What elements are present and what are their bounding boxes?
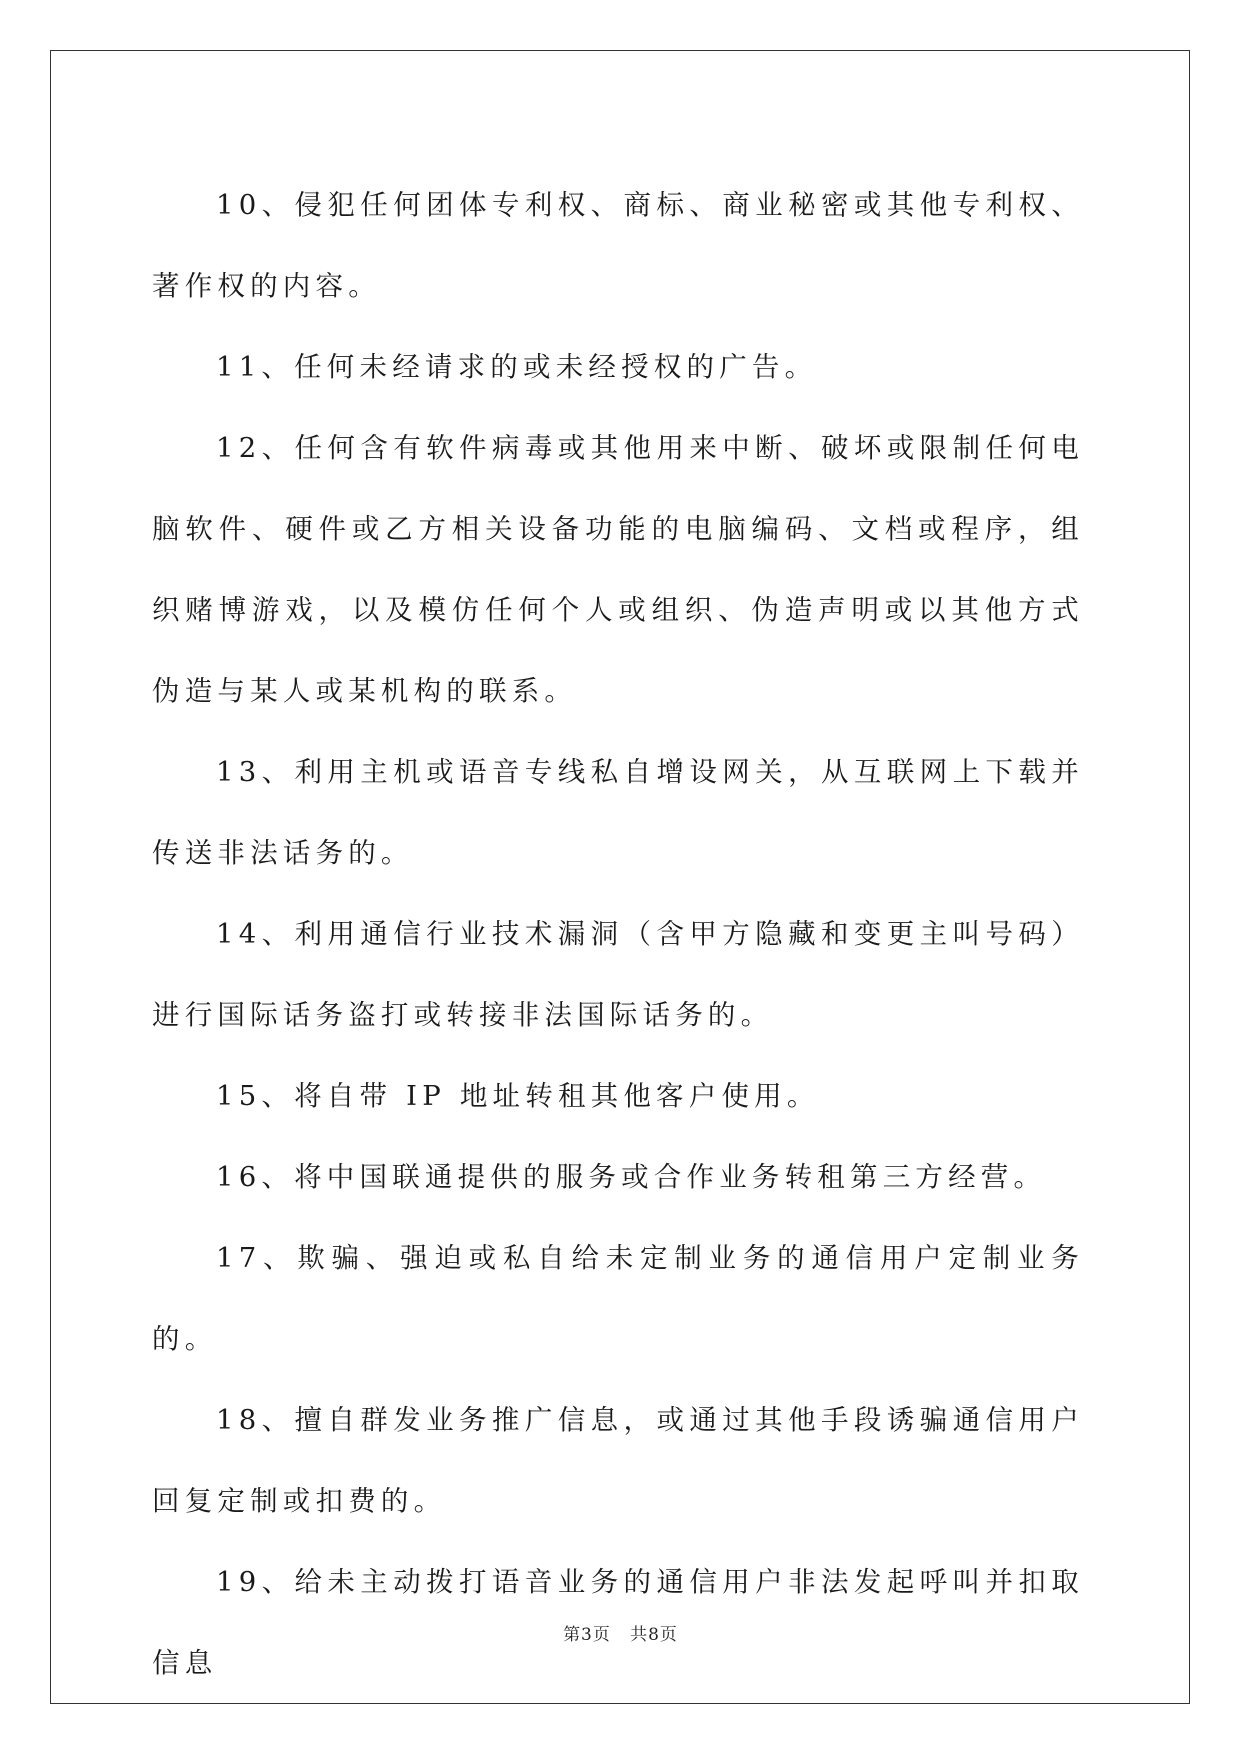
- clause-17: 17、欺骗、强迫或私自给未定制业务的通信用户定制业务的。: [152, 1242, 1084, 1355]
- clause-16: 16、将中国联通提供的服务或合作业务转租第三方经营。: [216, 1161, 1047, 1193]
- page-footer: [0, 1620, 1241, 1645]
- clause-18: 18、擅自群发业务推广信息，或通过其他手段诱骗通信用户回复定制或扣费的。: [152, 1404, 1084, 1517]
- page-total: 共8页: [630, 1625, 678, 1645]
- clause-14: 14、利用通信行业技术漏洞（含甲方隐藏和变更主叫号码）进行国际话务盗打或转接非法国际话务的。: [152, 918, 1084, 1031]
- clause-19: 19、给未主动拨打语音业务的通信用户非法发起呼叫并扣取信息: [152, 1566, 1084, 1679]
- clause-11: 11、任何未经请求的或未经授权的广告。: [216, 351, 818, 383]
- clause-10: 10、侵犯任何团体专利权、商标、商业秘密或其他专利权、著作权的内容。: [152, 189, 1084, 302]
- clause-15: 15、将自带 IP 地址转租其他客户使用。: [216, 1080, 820, 1112]
- document-body: [152, 165, 1084, 1704]
- page-number: 第3页: [563, 1625, 611, 1645]
- clause-12: 12、任何含有软件病毒或其他用来中断、破坏或限制任何电脑软件、硬件或乙方相关设备功能的电脑编码、文档或程序，组织赌博游戏，以及模仿任何个人或组织、伪造声明或以其他方式伪造与某人或某机构的联系。: [152, 432, 1084, 707]
- clause-13: 13、利用主机或语音专线私自增设网关，从互联网上下载并传送非法话务的。: [152, 756, 1084, 869]
